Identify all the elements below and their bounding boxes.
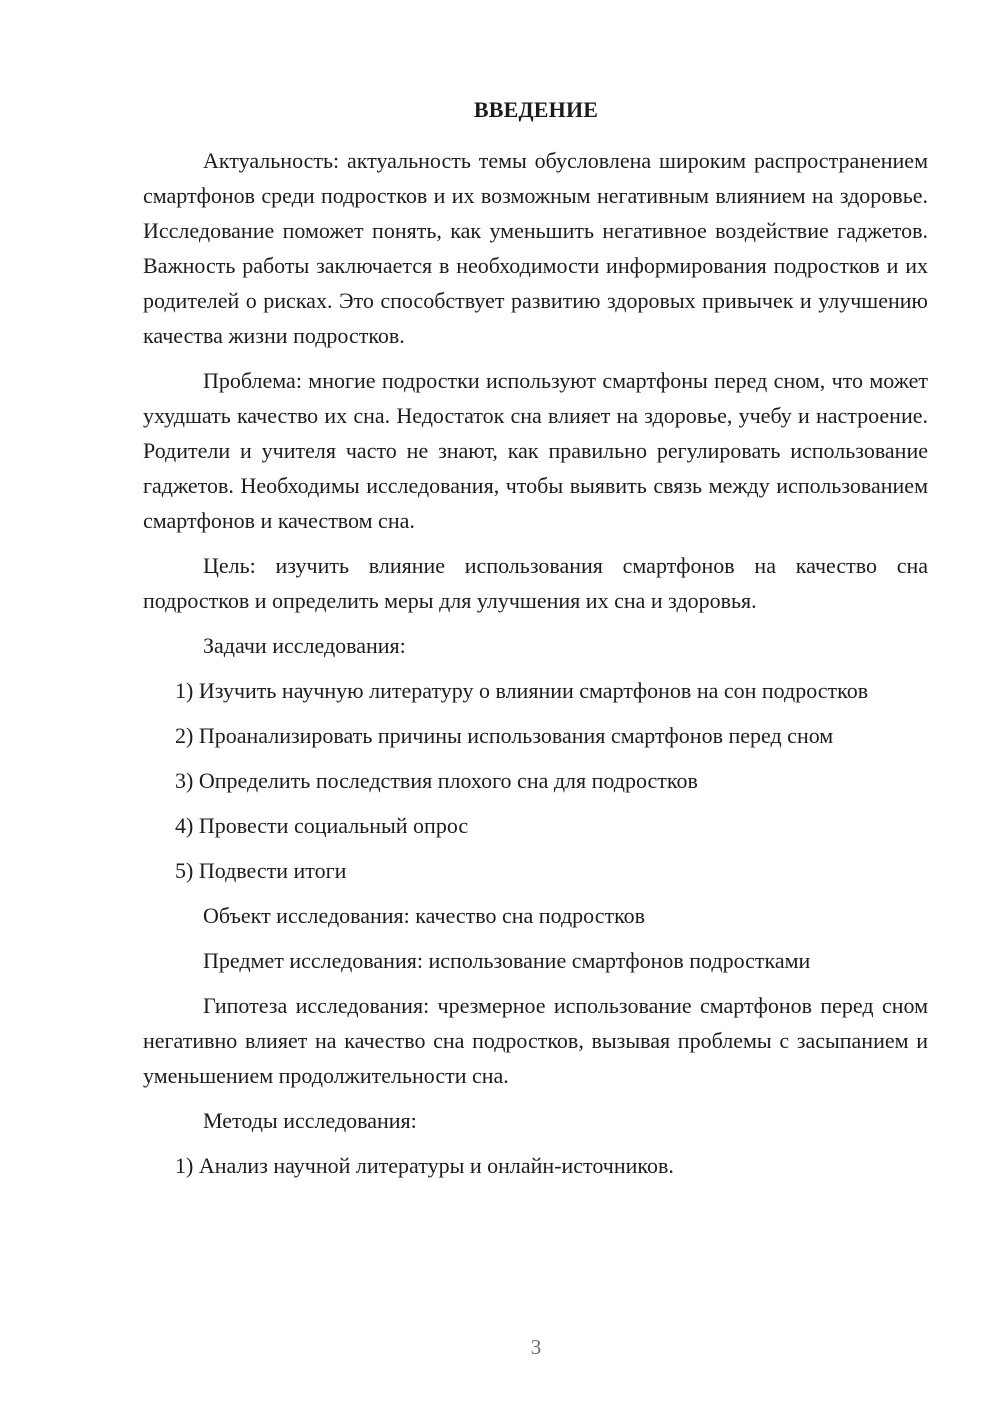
paragraph-goal: Цель: изучить влияние использования смартфонов на качество сна подростков и определить меры для улучшения их сна и здоровья. (143, 553, 928, 613)
paragraph-relevance: Актуальность: актуальность темы обусловлена широким распространением смартфонов среди подростков и их возможным негативным влиянием на здоровье. Исследование поможет понять, как уменьшить негативное воздействие гаджетов. Важность работы заключается в необходимости информирования подростков и их родителей о рисках. Это способствует развитию здоровых привычек и улучшению качества жизни подростков. (143, 148, 928, 348)
task-item-1: 1) Изучить научную литературу о влиянии смартфонов на сон подростков (175, 678, 869, 703)
task-item-5: 5) Подвести итоги (175, 858, 347, 883)
paragraph-tasks-heading: Задачи исследования: (203, 633, 406, 658)
paragraph-subject: Предмет исследования: использование смартфонов подростками (203, 948, 811, 973)
task-item-3: 3) Определить последствия плохого сна для подростков (175, 768, 698, 793)
method-item-1: 1) Анализ научной литературы и онлайн-источников. (175, 1153, 674, 1178)
paragraph-problem: Проблема: многие подростки используют смартфоны перед сном, что может ухудшать качество их сна. Недостаток сна влияет на здоровье, учебу и настроение. Родители и учителя часто не знают, как правильно регулировать использование гаджетов. Необходимы исследования, чтобы выявить связь между использованием смартфонов и качеством сна. (143, 368, 928, 533)
section-title: ВВЕДЕНИЕ (473, 97, 599, 122)
document-body (143, 143, 928, 1193)
paragraph-object: Объект исследования: качество сна подростков (203, 903, 646, 928)
paragraph-methods-heading: Методы исследования: (203, 1108, 417, 1133)
task-item-2: 2) Проанализировать причины использования смартфонов перед сном (175, 723, 834, 748)
page-number: 3 (530, 1335, 542, 1359)
paragraph-hypothesis: Гипотеза исследования: чрезмерное использование смартфонов перед сном негативно влияет на качество сна подростков, вызывая проблемы с засыпанием и уменьшением продолжительности сна. (143, 993, 928, 1088)
task-item-4: 4) Провести социальный опрос (175, 813, 469, 838)
